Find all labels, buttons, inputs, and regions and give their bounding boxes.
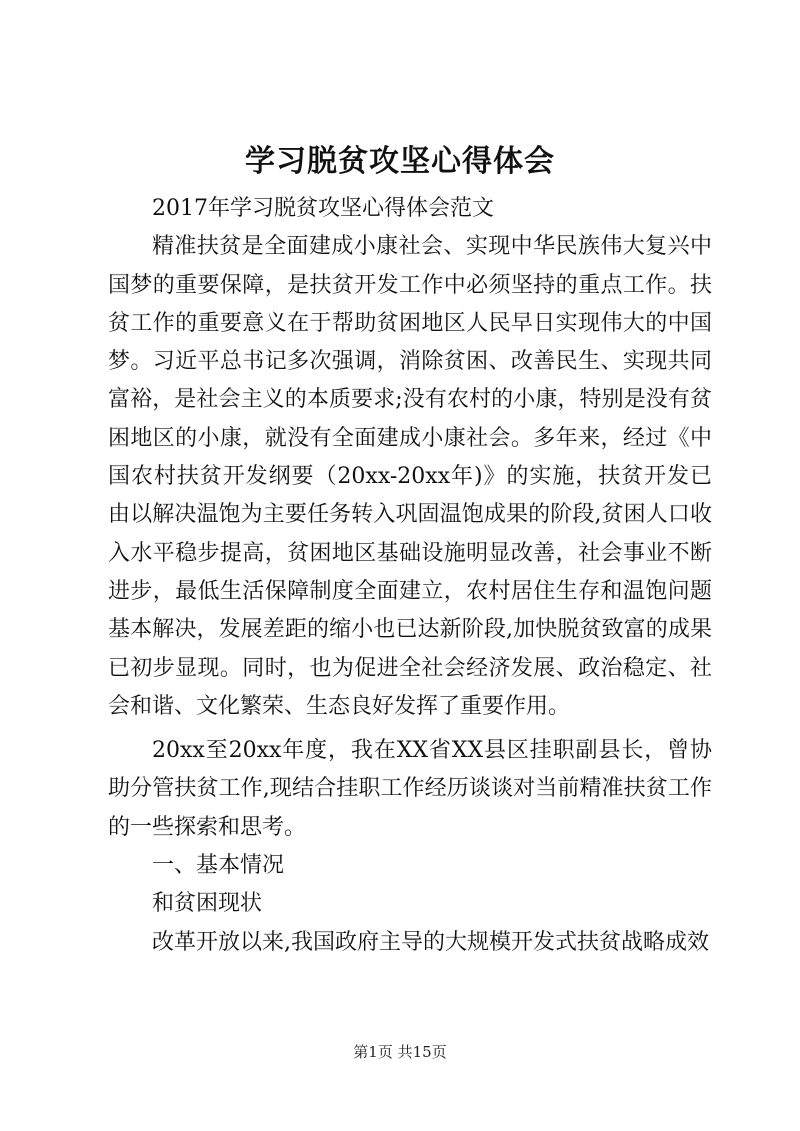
document-body — [108, 190, 712, 962]
body-paragraph-3: 改革开放以来,我国政府主导的大规模开发式扶贫战略成效 — [152, 929, 709, 955]
section-heading: 一、基本情况 — [152, 853, 285, 879]
document-title: 学习脱贫攻坚心得体会 — [245, 144, 555, 179]
body-paragraph-1: 精准扶贫是全面建成小康社会、实现中华民族伟大复兴中国梦的重要保障，是扶贫开发工作中必须坚持的重点工作。扶贫工作的重要意义在于帮助贫困地区人民早日实现伟大的中国梦。习近平总书记多次强调，消除贫困、改善民生、实现共同富裕，是社会主义的本质要求;没有农村的小康，特别是没有贫困地区的小康，就没有全面建成小康社会。多年来，经过《中国农村扶贫开发纲要（20xx-20xx年)》的实施，扶贫开发已由以解决温饱为主要任务转入巩固温饱成果的阶段,贫困人口收入水平稳步提高，贫困地区基础设施明显改善，社会事业不断进步，最低生活保障制度全面建立，农村居住生存和温饱问题基本解决，发展差距的缩小也已达新阶段,加快脱贫致富的成果已初步显现。同时，也为促进全社会经济发展、政治稳定、社会和谐、文化繁荣、生态良好发挥了重要作用。 — [108, 234, 712, 719]
body-paragraph-2: 20xx至20xx年度，我在XX省XX县区挂职副县长，曾协助分管扶贫工作,现结合挂职工作经历谈谈对当前精准扶贫工作的一些探索和思考。 — [108, 738, 712, 840]
section-subheading: 和贫困现状 — [152, 891, 263, 917]
page-footer: 第1页 共15页 — [353, 1043, 447, 1061]
subtitle-paragraph: 2017年学习脱贫攻坚心得体会范文 — [152, 196, 494, 221]
